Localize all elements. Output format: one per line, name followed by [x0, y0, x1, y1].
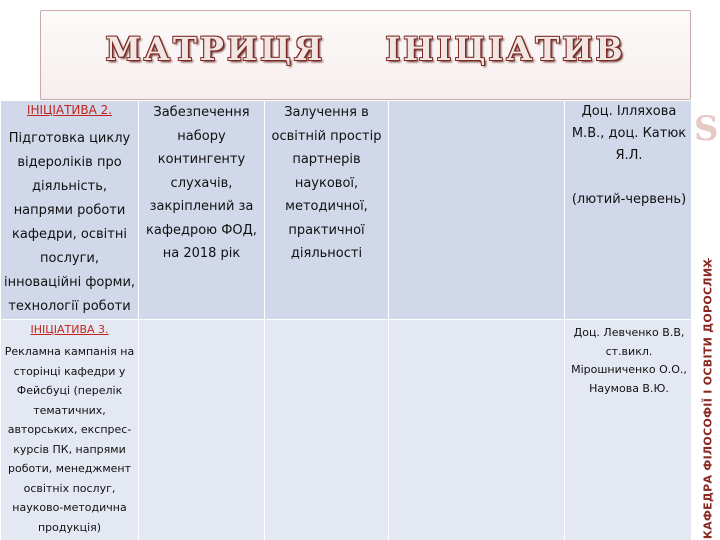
table-row: [1, 320, 692, 540]
table-row: [1, 101, 692, 320]
initiative-cell: [1, 101, 139, 320]
involvement-text: Залучення в освітній простір партнерів наукової, методичної, практичної діяльності: [271, 105, 382, 261]
decorative-letter-icon: [692, 110, 720, 144]
page-title: МАТРИЦЯ ІНІЦІАТИВ: [105, 30, 626, 68]
provision-text: Забезпечення набору контингенту слухачів, закріплений за кафедрою ФОД, на 2018 рік: [146, 105, 257, 261]
responsible-cell: [565, 101, 692, 320]
initiative-text: Підготовка циклу відероліків про діяльність, напрями роботи кафедри, освітні послуги, інноваційні форми, технології роботи: [3, 131, 136, 314]
side-caption: [698, 258, 718, 540]
empty-cell: [389, 320, 565, 540]
involvement-cell: [265, 320, 389, 540]
involvement-cell: [265, 101, 389, 320]
initiative-cell: [1, 320, 139, 540]
provision-cell: [139, 320, 265, 540]
responsible-cell: [565, 320, 692, 540]
initiative-label: ІНІЦІАТИВА 2.: [26, 103, 113, 117]
responsible-text: Доц. Ілляхова М.В., доц. Катюк Я.Л.: [571, 104, 687, 163]
responsible-text: Доц. Левченко В.В, ст.викл. Мірошниченко О.О., Наумова В.Ю.: [571, 326, 687, 395]
initiative-text: Рекламна кампанія на сторінці кафедри у Фейсбуці (перелік тематичних, авторських, експрес-курсів ПК, напрями роботи, менеджмент освітніх послуг, науково-методична продукція): [4, 345, 135, 534]
provision-cell: [139, 101, 265, 320]
period-text: (лютий-червень): [571, 192, 687, 207]
svg-text:S: S: [694, 110, 719, 144]
initiatives-table: [0, 100, 692, 540]
initiative-label: ІНІЦІАТИВА 3.: [30, 323, 109, 336]
empty-cell: [389, 101, 565, 320]
side-caption-text: КАФЕДРА ФІЛОСОФІЇ І ОСВІТИ ДОРОСЛИХ: [701, 258, 715, 540]
